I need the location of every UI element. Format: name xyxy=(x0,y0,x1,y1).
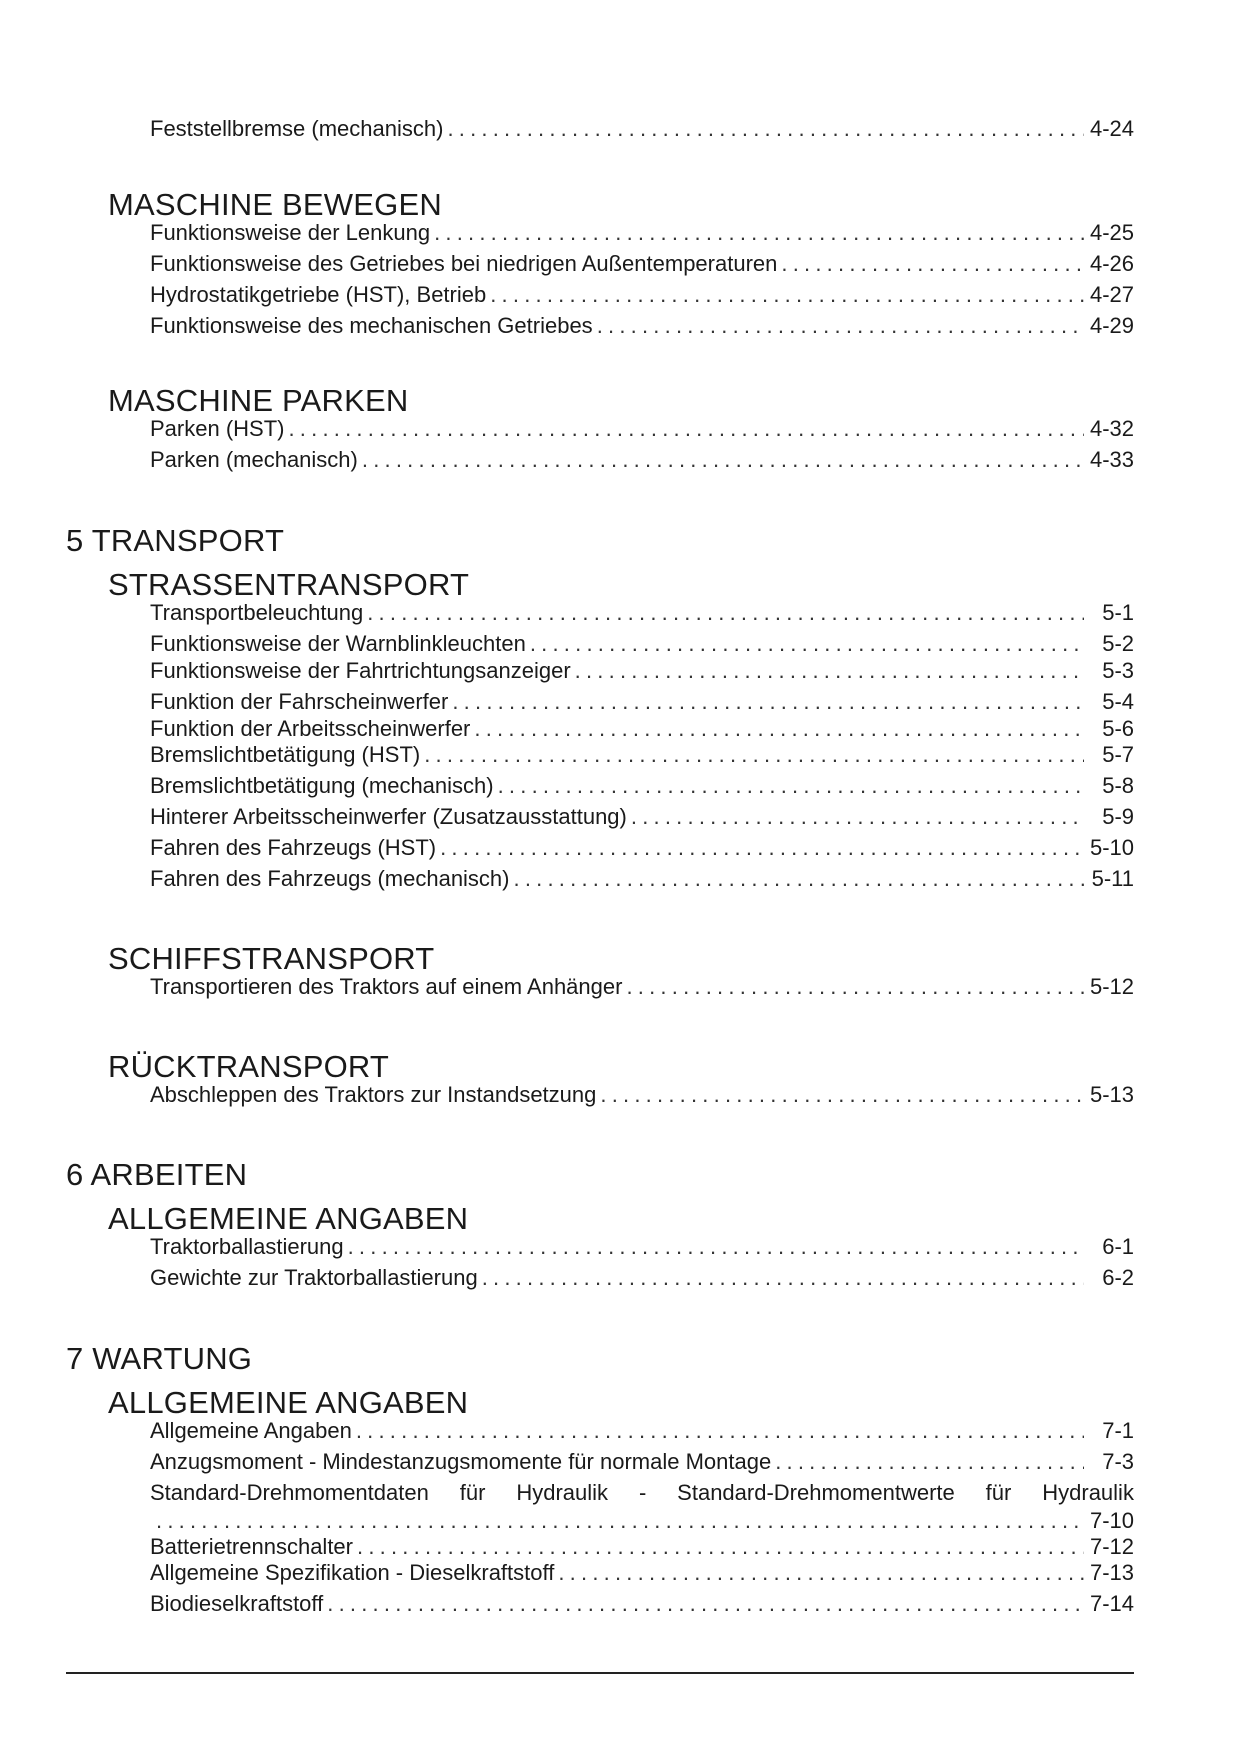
toc-entry[interactable] xyxy=(150,1447,1134,1477)
toc-entry-page: 5-13 xyxy=(1089,1082,1134,1107)
toc-entry-page: 5-3 xyxy=(1102,658,1134,683)
toc-entry[interactable] xyxy=(150,864,1134,894)
toc-entry-page: 6-2 xyxy=(1102,1265,1134,1290)
toc-entry-page: 7-12 xyxy=(1089,1534,1134,1559)
dot-leader xyxy=(514,864,1085,894)
toc-entry[interactable] xyxy=(150,740,1134,770)
toc-entry[interactable] xyxy=(150,445,1134,475)
dot-leader xyxy=(575,656,1084,686)
toc-entry-page: 5-4 xyxy=(1102,689,1134,714)
toc-entry-label: Funktionsweise des Getriebes bei niedrigen Außentemperaturen xyxy=(150,251,778,276)
toc-entry-label: Traktorballastierung xyxy=(150,1234,344,1259)
toc-entry-label: Gewichte zur Traktorballastierung xyxy=(150,1265,478,1290)
toc-entry-label: Anzugsmoment - Mindestanzugsmomente für normale Montage xyxy=(150,1449,772,1474)
toc-entry-label: Funktionsweise der Lenkung xyxy=(150,220,431,245)
toc-entry-page: 7-3 xyxy=(1102,1449,1134,1474)
wrapped-label-word: Standard-Drehmomentwerte xyxy=(677,1480,955,1505)
toc-entry-label: Fahren des Fahrzeugs (mechanisch) xyxy=(150,866,510,891)
wrapped-label-word: Standard-Drehmomentdaten xyxy=(150,1480,429,1505)
toc-entry-page: 5-11 xyxy=(1091,866,1134,891)
toc-entry-label: Funktionsweise des mechanischen Getriebes xyxy=(150,313,593,338)
dot-leader xyxy=(367,598,1084,628)
dot-leader xyxy=(597,311,1084,341)
toc-entry-page: 4-25 xyxy=(1089,220,1134,245)
toc-entry-page: 7-14 xyxy=(1089,1591,1134,1616)
toc-entry[interactable] xyxy=(150,114,1134,144)
toc-entry-label: Transportieren des Traktors auf einem Anhänger xyxy=(150,974,623,999)
toc-entry[interactable] xyxy=(150,598,1134,628)
toc-entry-label: Feststellbremse (mechanisch) xyxy=(150,116,444,141)
dot-leader xyxy=(490,280,1084,310)
dot-leader xyxy=(482,1263,1084,1293)
wrapped-label-word: - xyxy=(638,1480,647,1505)
dot-leader xyxy=(327,1589,1084,1619)
toc-entry-label: Funktion der Arbeitsscheinwerfer xyxy=(150,716,471,741)
dot-leader xyxy=(447,114,1084,144)
toc-entry-page: 5-12 xyxy=(1089,974,1134,999)
toc-entry-page: 5-6 xyxy=(1102,716,1134,741)
section-heading-moving: MASCHINE BEWEGEN xyxy=(108,187,442,222)
wrapped-label-word: Hydraulik xyxy=(516,1480,609,1505)
toc-entry-page: 7-13 xyxy=(1089,1560,1134,1585)
toc-entry-page: 5-7 xyxy=(1102,742,1134,767)
toc-entry-label: Parken (mechanisch) xyxy=(150,447,358,472)
toc-entry-page: 4-27 xyxy=(1089,282,1134,307)
toc-entry[interactable] xyxy=(150,218,1134,248)
toc-entry[interactable] xyxy=(150,629,1134,659)
footer-divider xyxy=(66,1672,1134,1674)
toc-entry-label: Hinterer Arbeitsscheinwerfer (Zusatzausstattung) xyxy=(150,804,627,829)
toc-entry-label: Batterietrennschalter xyxy=(150,1534,353,1559)
dot-leader xyxy=(775,1447,1084,1477)
toc-entry[interactable] xyxy=(150,1589,1134,1619)
toc-entry-label: Bremslichtbetätigung (HST) xyxy=(150,742,421,767)
section-heading-general-7: ALLGEMEINE ANGABEN xyxy=(108,1385,469,1420)
toc-entry[interactable] xyxy=(150,1416,1134,1446)
toc-entry-page: 4-24 xyxy=(1089,116,1134,141)
toc-entry-page: 5-2 xyxy=(1102,631,1134,656)
section-heading-ship: SCHIFFSTRANSPORT xyxy=(108,941,435,976)
toc-entry[interactable] xyxy=(150,687,1134,717)
chapter-heading-5: 5 TRANSPORT xyxy=(66,523,285,558)
toc-entry[interactable] xyxy=(150,1080,1134,1110)
dot-leader xyxy=(440,833,1084,863)
toc-entry[interactable] xyxy=(150,833,1134,863)
toc-entry-label: Funktionsweise der Warnblinkleuchten xyxy=(150,631,526,656)
toc-entry[interactable] xyxy=(150,311,1134,341)
wrapped-label-word: Hydraulik xyxy=(1042,1480,1134,1505)
chapter-heading-7: 7 WARTUNG xyxy=(66,1341,253,1376)
toc-entry-page: 5-10 xyxy=(1089,835,1134,860)
toc-entry-page: 5-9 xyxy=(1102,804,1134,829)
toc-entry-label: Funktionsweise der Fahrtrichtungsanzeiger xyxy=(150,658,571,683)
toc-entry-label: Transportbeleuchtung xyxy=(150,600,364,625)
toc-entry-label: Funktion der Fahrscheinwerfer xyxy=(150,689,449,714)
dot-leader xyxy=(288,414,1083,444)
dot-leader xyxy=(348,1232,1084,1262)
toc-entry[interactable] xyxy=(150,414,1134,444)
section-heading-road: STRASSENTRANSPORT xyxy=(108,567,470,602)
dot-leader xyxy=(781,249,1084,279)
toc-entry-page: 5-8 xyxy=(1102,773,1134,798)
section-heading-general-6: ALLGEMEINE ANGABEN xyxy=(108,1201,469,1236)
toc-entry-page: 4-29 xyxy=(1089,313,1134,338)
toc-entry[interactable] xyxy=(150,280,1134,310)
toc-entry-page: 4-26 xyxy=(1089,251,1134,276)
dot-leader xyxy=(356,1416,1084,1446)
toc-entry[interactable] xyxy=(150,802,1134,832)
section-heading-recovery: RÜCKTRANSPORT xyxy=(108,1049,390,1084)
toc-entry-label: Biodieselkraftstoff xyxy=(150,1591,324,1616)
dot-leader xyxy=(626,972,1084,1002)
toc-entry-wrapped-label[interactable] xyxy=(150,1478,1134,1508)
toc-entry-page: 4-32 xyxy=(1089,416,1134,441)
toc-entry[interactable] xyxy=(150,972,1134,1002)
wrapped-label-word: für xyxy=(459,1480,486,1505)
toc-entry-page: 7-10 xyxy=(1089,1508,1134,1533)
toc-entry-page: 5-1 xyxy=(1102,600,1134,625)
dot-leader xyxy=(452,687,1084,717)
dot-leader xyxy=(600,1080,1084,1110)
dot-leader xyxy=(434,218,1084,248)
toc-entry-label: Bremslichtbetätigung (mechanisch) xyxy=(150,773,494,798)
toc-entry-page: 6-1 xyxy=(1102,1234,1134,1259)
toc-entry-label: Allgemeine Spezifikation - Dieselkraftstoff xyxy=(150,1560,555,1585)
toc-entry-label: Fahren des Fahrzeugs (HST) xyxy=(150,835,437,860)
section-heading-parking: MASCHINE PARKEN xyxy=(108,383,409,418)
toc-entry[interactable] xyxy=(150,249,1134,279)
toc-entry[interactable] xyxy=(150,1263,1134,1293)
toc-entry[interactable] xyxy=(150,1232,1134,1262)
dot-leader xyxy=(558,1558,1084,1588)
toc-entry[interactable] xyxy=(150,771,1134,801)
toc-entry-page: 7-1 xyxy=(1102,1418,1134,1443)
toc-entry-label: Hydrostatikgetriebe (HST), Betrieb xyxy=(150,282,487,307)
toc-entry-label: Allgemeine Angaben xyxy=(150,1418,352,1443)
chapter-heading-6: 6 ARBEITEN xyxy=(66,1157,248,1192)
toc-entry-page: 4-33 xyxy=(1089,447,1134,472)
dot-leader xyxy=(631,802,1084,832)
dot-leader xyxy=(362,445,1084,475)
toc-entry-label: Parken (HST) xyxy=(150,416,285,441)
toc-entry[interactable] xyxy=(150,656,1134,686)
dot-leader xyxy=(498,771,1084,801)
dot-leader xyxy=(530,629,1084,659)
wrapped-label-word: für xyxy=(985,1480,1012,1505)
dot-leader xyxy=(424,740,1084,770)
toc-entry-label: Abschleppen des Traktors zur Instandsetzung xyxy=(150,1082,597,1107)
toc-entry[interactable] xyxy=(150,1558,1134,1588)
